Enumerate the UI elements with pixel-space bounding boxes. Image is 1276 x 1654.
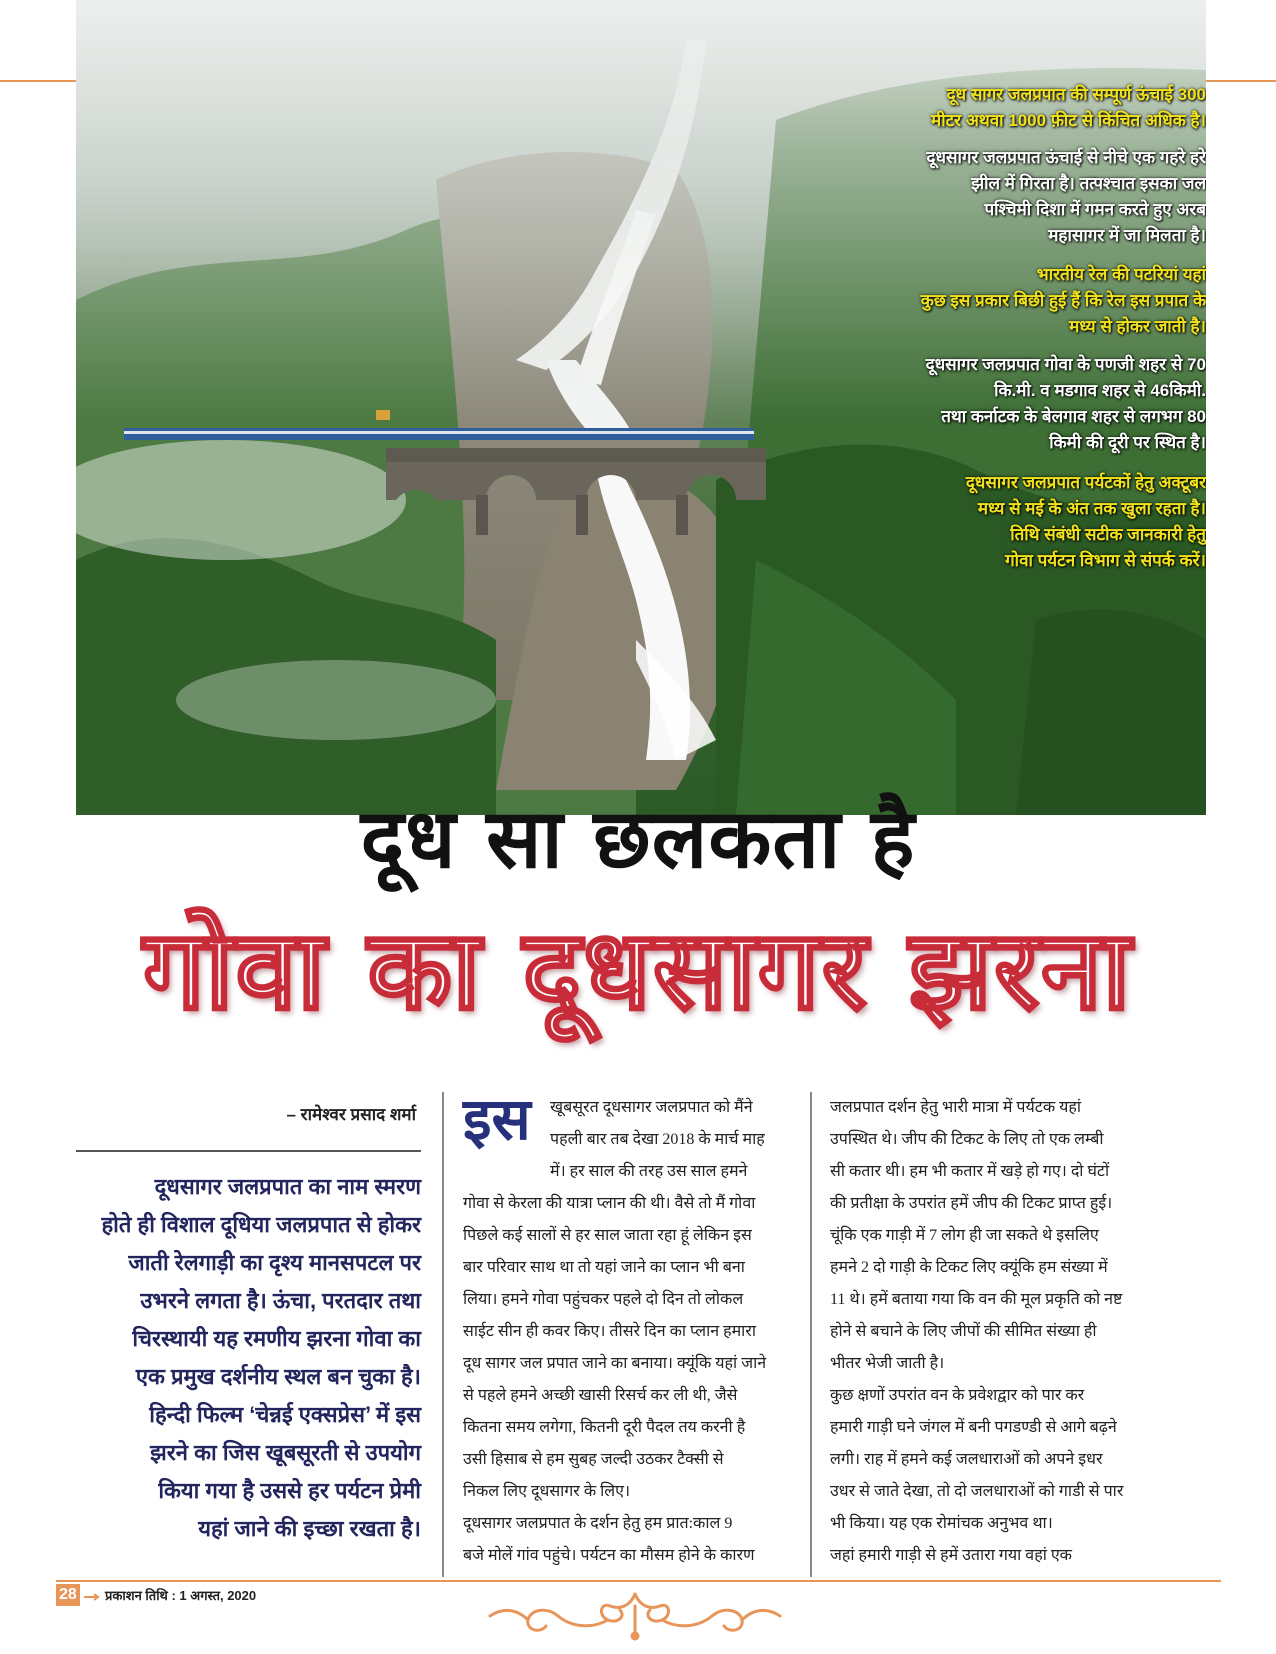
body-column-1-lead: खूबसूरत दूधसागर जलप्रपात को मैंने पहली बार तब देखा 2018 के मार्च माह में। हर साल की तरह उस साल हमने <box>550 1099 765 1180</box>
overlay-railway-fact: भारतीय रेल की पटरियां यहां कुछ इस प्रकार बिछी हुई हैं कि रेल इस प्रपात के मध्य से होकर जाती है। <box>920 265 1206 336</box>
ornament-icon <box>480 1586 790 1642</box>
intro-paragraph: दूधसागर जलप्रपात का नाम स्मरण होते ही विशाल दूधिया जलप्रपात से होकर जाती रेलगाड़ी का दृश्य मानसपटल पर उभरने लगता है। ऊंचा, परतदार तथा चिरस्थायी यह रमणीय झरना गोवा का एक प्रमुख दर्शनीय स्थल बन चुका है। हिन्दी फिल्म ‘चेन्नई एक्सप्रेस’ में इस झरने का जिस खूबसूरती से उपयोग किया गया है उससे हर पर्यटन प्रेमी यहां जाने की इच्छा रखता है। <box>101 1174 421 1541</box>
headline-line-2: गोवा का दूधसागर झरना <box>143 906 1133 1034</box>
overlay-distance-fact: दूधसागर जलप्रपात गोवा के पणजी शहर से 70 कि.मी. व मडगाव शहर से 46किमी. तथा कर्नाटक के बेलगाव शहर से लगभग 80 किमी की दूरी पर स्थित है। <box>925 355 1206 452</box>
page-number: 28 <box>56 1584 80 1606</box>
column-divider-1 <box>442 1092 444 1577</box>
author-byline: – रामेश्वर प्रसाद शर्मा <box>286 1105 416 1124</box>
overlay-descent-fact: दूधसागर जलप्रपात ऊंचाई से नीचे एक गहरे हरे झील में गिरता है। तत्पश्चात इसका जल पश्चिमी दिशा में गमन करते हुए अरब महासागर में जा मिलता है। <box>926 148 1206 245</box>
overlay-season-fact: दूधसागर जलप्रपात पर्यटकों हेतु अक्टूबर मध्य से मई के अंत तक खुला रहता है। तिथि संबंधी सटीक जानकारी हेतु गोवा पर्यटन विभाग से संपर्क करें। <box>965 473 1206 570</box>
body-column-1: गोवा से केरला की यात्रा प्लान की थी। वैसे तो मैं गोवा पिछले कई सालों से हर साल जाता रहा हूं लेकिन इस बार परिवार साथ था तो यहां जाने का प्लान भी बना लिया। हमने गोवा पहुंचकर पहले दो दिन तो लोकल साईट सीन ही कवर किए। तीसरे दिन का प्लान हमारा दूध सागर जल प्रपात जाने का बनाया। क्यूंकि यहां जाने से पहले हमने अच्छी खासी रिसर्च कर ली थी, जैसे कितना समय लगेगा, कितनी दूरी पैदल तय करनी है उसी हिसाब से हम सुबह जल्दी उठकर टैक्सी से निकल लिए दूधसागर के लिए। दूधसागर जलप्रपात के दर्शन हेतु हम प्रात:काल 9 बजे मोलें गांव पहुंचे। पर्यटन का मौसम होने के कारण <box>463 1195 767 1564</box>
top-rule-left <box>0 80 76 82</box>
top-rule-right <box>1206 80 1276 82</box>
footer-rule <box>56 1580 1221 1582</box>
body-column-2: जलप्रपात दर्शन हेतु भारी मात्रा में पर्यटक यहां उपस्थित थे। जीप की टिकट के लिए तो एक लम्बी सी कतार थी। हम भी कतार में खड़े हो गए। दो घंटों की प्रतीक्षा के उपरांत हमें जीप की टिकट प्राप्त हुई। चूंकि एक गाड़ी में 7 लोग ही जा सकते थे इसलिए हमने 2 दो गाड़ी के टिकट लिए क्यूंकि हम संख्या में 11 थे। हमें बताया गया कि वन की मूल प्रकृति को नष्ट होने से बचाने के लिए जीपों की सीमित संख्या ही भीतर भेजी जाती है। कुछ क्षणों उपरांत वन के प्रवेशद्वार को पार कर हमारी गाड़ी घने जंगल में बनी पगडण्डी से आगे बढ़ने लगी। राह में हमने कई जलधाराओं को अपने इधर उधर से जाते देखा, तो दो जलधाराओं को गाडी से पार भी किया। यह एक रोमांचक अनुभव था। जहां हमारी गाड़ी से हमें उतारा गया वहां एक <box>830 1099 1124 1564</box>
hero-photo <box>76 0 1206 815</box>
publication-date: प्रकाशन तिथि : 1 अगस्त, 2020 <box>105 1588 257 1603</box>
drop-cap: इस <box>463 1085 531 1153</box>
photo-caption-overlay <box>586 0 1206 815</box>
overlay-height-fact: दूध सागर जलप्रपात की सम्पूर्ण ऊंचाई 300 मीटर अथवा 1000 फ़ीट से किंचित अधिक है। <box>931 85 1206 130</box>
column-divider-2 <box>810 1092 812 1577</box>
headline-line-1: दूध सा छलकता है <box>360 792 916 887</box>
byline-divider <box>76 1150 421 1152</box>
arrow-icon <box>84 1593 102 1601</box>
